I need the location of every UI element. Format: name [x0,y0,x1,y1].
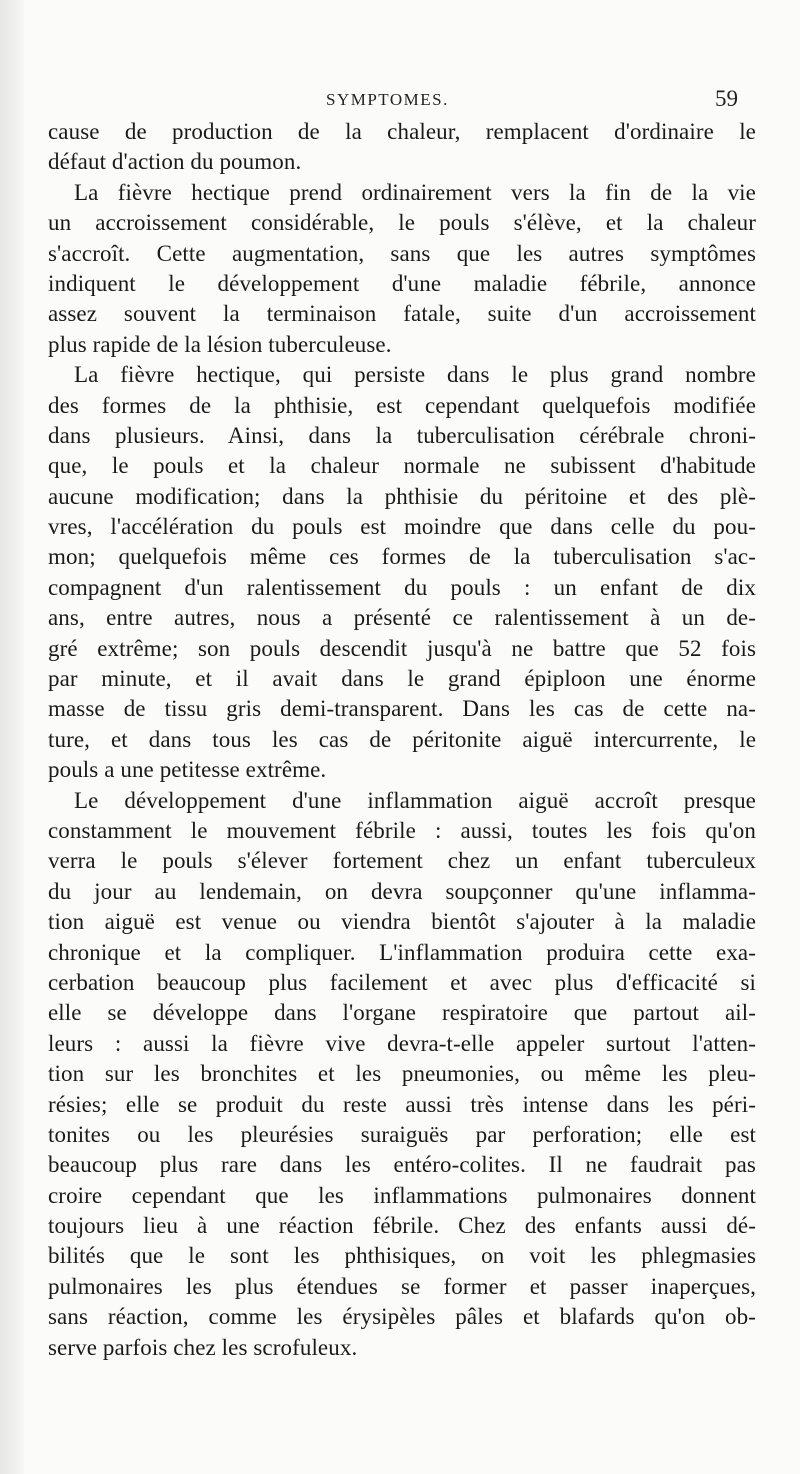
paragraph [48,786,756,1363]
text-line: tonites ou les pleurésies suraiguës par perforation; elle est [48,1121,756,1147]
page-gutter-shadow [0,0,24,1474]
text-line: La fièvre hectique, qui persiste dans le plus grand nombre [74,362,756,388]
body-text [48,117,756,1363]
text-line: indiquent le développement d'une maladie fébrile, annonce [48,270,756,296]
text-line: assez souvent la terminaison fatale, suite d'un accroissement [48,301,756,327]
text-line: par minute, et il avait dans le grand épiploon une énorme [48,666,756,692]
text-line: plus rapide de la lésion tuberculeuse. [48,331,392,357]
paragraph [48,360,756,785]
text-line: beaucoup plus rare dans les entéro-colites. Il ne faudrait pas [48,1152,756,1178]
text-line: dans plusieurs. Ainsi, dans la tuberculisation cérébrale chroni- [48,422,756,448]
text-line: masse de tissu gris demi-transparent. Dans les cas de cette na- [48,696,756,722]
text-line: verra le pouls s'élever fortement chez un enfant tuberculeux [48,848,756,874]
text-line: mon; quelquefois même ces formes de la tuberculisation s'ac- [48,544,756,570]
paragraph [48,117,756,178]
text-line: vres, l'accélération du pouls est moindre que dans celle du pou- [48,514,756,540]
text-line: du jour au lendemain, on devra soupçonner qu'une inflamma- [48,878,756,904]
text-line: que, le pouls et la chaleur normale ne subissent d'habitude [48,453,756,479]
text-line: s'accroît. Cette augmentation, sans que les autres symptômes [48,240,756,266]
text-line: toujours lieu à une réaction fébrile. Chez des enfants aussi dé- [48,1213,756,1239]
text-line: résies; elle se produit du reste aussi très intense dans les péri- [48,1091,756,1117]
text-line: pouls a une petitesse extrême. [48,757,327,783]
text-line: La fièvre hectique prend ordinairement vers la fin de la vie [74,179,756,205]
text-line: elle se développe dans l'organe respiratoire que partout ail- [48,1000,756,1026]
text-line: serve parfois chez les scrofuleux. [48,1334,358,1360]
text-line: sans réaction, comme les érysipèles pâles et blafards qu'on ob- [48,1304,756,1330]
text-line: leurs : aussi la fièvre vive devra-t-elle appeler surtout l'atten- [48,1030,756,1056]
text-line: tion aiguë est venue ou viendra bientôt s'ajouter à la maladie [48,909,756,935]
text-line: croire cependant que les inflammations pulmonaires donnent [48,1182,756,1208]
text-line: Le développement d'une inflammation aiguë accroît presque [74,787,756,813]
running-title: SYMPTOMES. [326,90,449,109]
page-header [48,86,738,116]
text-line: gré extrême; son pouls descendit jusqu'à ne battre que 52 fois [48,635,756,661]
text-line: constamment le mouvement fébrile : aussi, toutes les fois qu'on [48,817,756,843]
paragraph [48,178,756,360]
page-number: 59 [715,86,738,111]
text-line: aucune modification; dans la phthisie du péritoine et des plè- [48,483,756,509]
text-line: pulmonaires les plus étendues se former et passer inaperçues, [48,1273,756,1299]
text-line: chronique et la compliquer. L'inflammation produira cette exa- [48,939,756,965]
text-line: des formes de la phthisie, est cependant quelquefois modifiée [48,392,756,418]
text-line: un accroissement considérable, le pouls s'élève, et la chaleur [48,210,756,236]
text-line: cause de production de la chaleur, remplacent d'ordinaire le [48,119,756,144]
text-line: défaut d'action du poumon. [48,149,302,175]
text-line: cerbation beaucoup plus facilement et avec plus d'efficacité si [48,969,756,995]
text-line: ans, entre autres, nous a présenté ce ralentissement à un de- [48,605,756,631]
text-line: ture, et dans tous les cas de péritonite aiguë intercurrente, le [48,726,756,752]
text-line: bilités que le sont les phthisiques, on voit les phlegmasies [48,1243,756,1269]
text-line: tion sur les bronchites et les pneumonies, ou même les pleu- [48,1061,756,1087]
text-line: compagnent d'un ralentissement du pouls : un enfant de dix [48,574,756,600]
